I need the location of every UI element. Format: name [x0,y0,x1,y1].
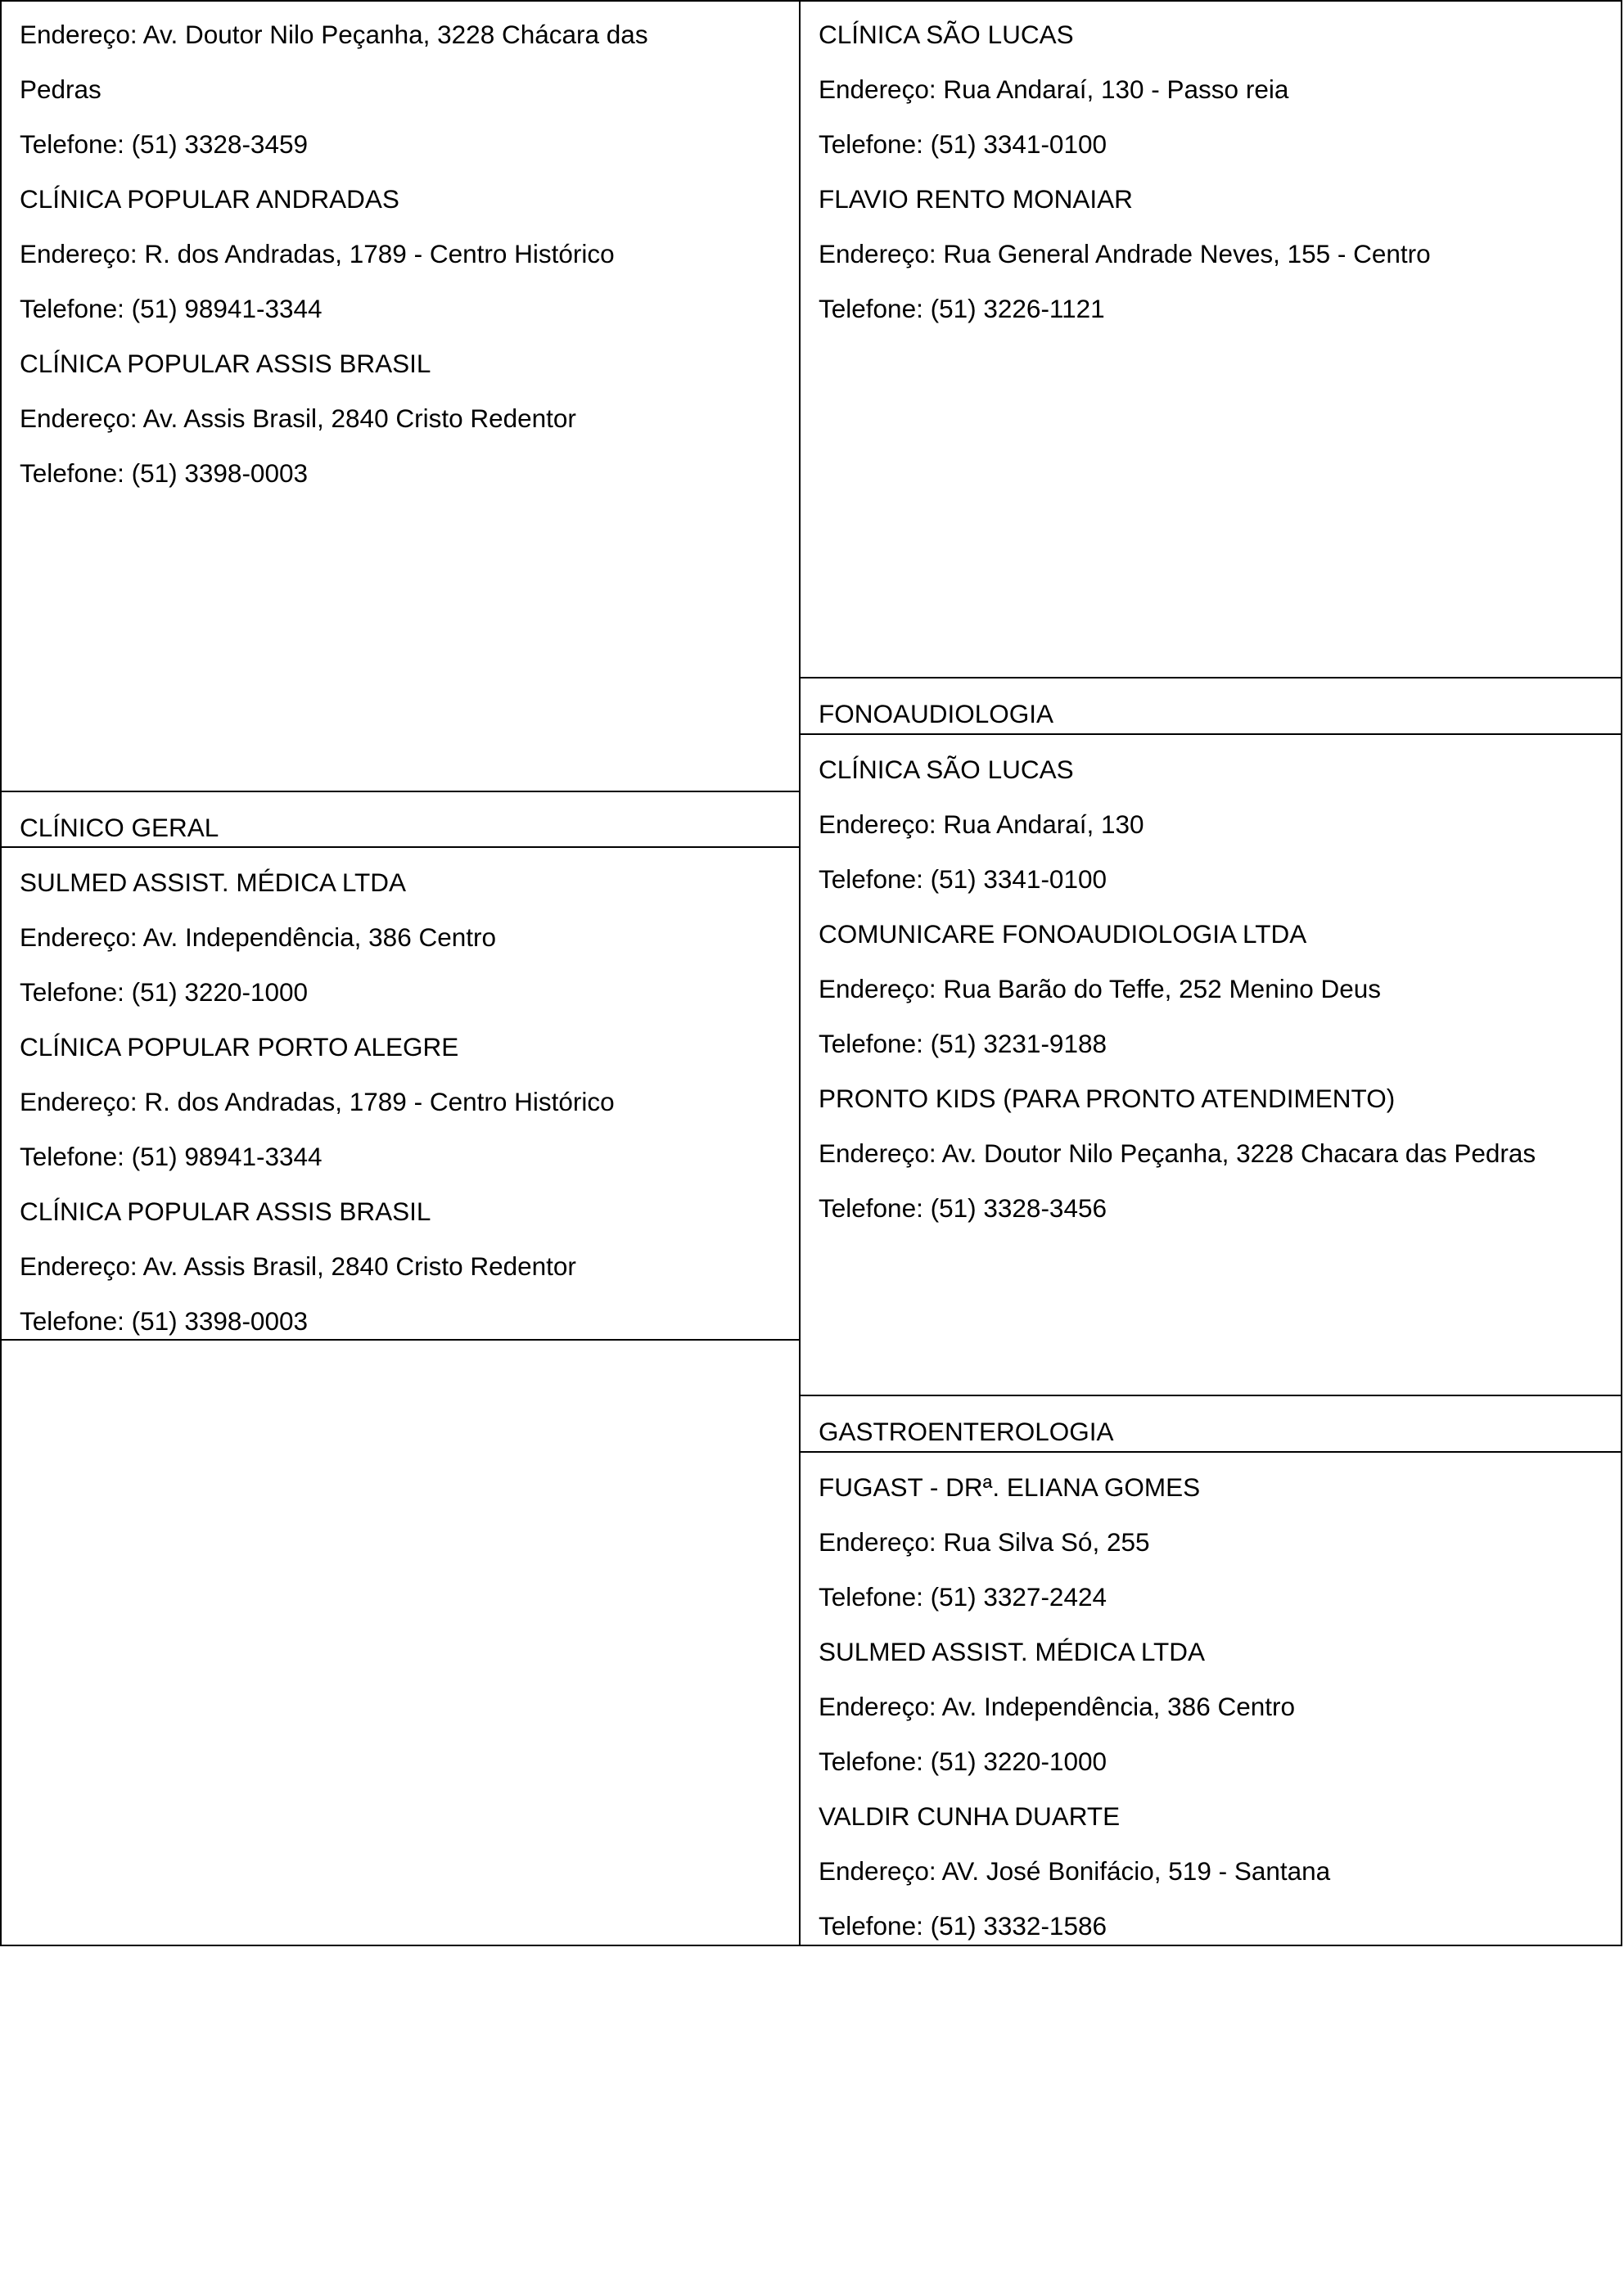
fonoaudiologia-block [801,742,1536,1236]
clinic-name: PRONTO KIDS (PARA PRONTO ATENDIMENTO) [819,1084,1396,1113]
row-divider [799,1395,1622,1396]
section-header-fonoaudiologia: FONOAUDIOLOGIA [819,699,1054,728]
text-line: Endereço: R. dos Andradas, 1789 - Centro Histórico [20,239,615,268]
gastroenterologia-block [801,1460,1330,1954]
text-line: Endereço: Av. Assis Brasil, 2840 Cristo Redentor [20,1251,576,1281]
section-header-gastroenterologia: GASTROENTEROLOGIA [819,1417,1114,1446]
clinic-name: CLÍNICA POPULAR ASSIS BRASIL [20,1197,431,1226]
text-line: Telefone: (51) 3398-0003 [20,1306,309,1336]
text-line: Endereço: Rua Silva Só, 255 [819,1527,1150,1557]
clinic-name: FUGAST - DRª. ELIANA GOMES [819,1472,1201,1502]
text-line: Telefone: (51) 3327-2424 [819,1582,1107,1612]
clinic-name: VALDIR CUNHA DUARTE [819,1801,1121,1831]
text-line: Endereço: Av. Assis Brasil, 2840 Cristo Redentor [20,403,576,433]
row-divider [799,677,1622,678]
text-line: Endereço: Av. Independência, 386 Centro [20,922,497,952]
text-line: Telefone: (51) 3341-0100 [819,864,1107,894]
text-line: Telefone: (51) 98941-3344 [20,1142,323,1171]
clinic-name: SULMED ASSIST. MÉDICA LTDA [819,1637,1206,1666]
clinic-name: CLÍNICA SÃO LUCAS [819,20,1074,49]
text-line: Endereço: AV. José Bonifácio, 519 - Santana [819,1856,1331,1886]
clinic-name: SULMED ASSIST. MÉDICA LTDA [20,868,407,897]
clinico-geral-block [2,855,615,1349]
text-line: Telefone: (51) 98941-3344 [20,294,323,323]
text-line: Pedras [20,74,102,104]
clinic-name: COMUNICARE FONOAUDIOLOGIA LTDA [819,919,1307,949]
text-line: Endereço: Rua Andaraí, 130 [819,809,1144,839]
text-line: Telefone: (51) 3226-1121 [819,294,1105,323]
text-line: Telefone: (51) 3328-3459 [20,129,309,159]
text-line: Endereço: Av. Independência, 386 Centro [819,1692,1296,1721]
text-line: Telefone: (51) 3332-1586 [819,1911,1107,1941]
right-top-block [801,7,1431,336]
clinic-name: CLÍNICA SÃO LUCAS [819,755,1074,784]
text-line: Telefone: (51) 3220-1000 [20,977,309,1007]
left-top-block [2,7,648,501]
clinic-name: CLÍNICA POPULAR ANDRADAS [20,184,399,214]
text-line: Endereço: Rua General Andrade Neves, 155 - Centro [819,239,1431,268]
clinic-name: CLÍNICA POPULAR PORTO ALEGRE [20,1032,459,1062]
text-line: Endereço: Rua Barão do Teffe, 252 Menino Deus [819,974,1382,1003]
text-line: Telefone: (51) 3231-9188 [819,1029,1107,1058]
clinic-name: FLAVIO RENTO MONAIAR [819,184,1133,214]
text-line: Telefone: (51) 3220-1000 [819,1747,1107,1776]
clinic-name: CLÍNICA POPULAR ASSIS BRASIL [20,349,431,378]
text-line: Endereço: Rua Andaraí, 130 - Passo reia [819,74,1289,104]
text-line: Telefone: (51) 3328-3456 [819,1193,1107,1223]
row-divider [0,791,801,792]
text-line: Endereço: Av. Doutor Nilo Peçanha, 3228 Chácara das [20,20,648,49]
section-header-clinico-geral: CLÍNICO GERAL [20,813,219,842]
text-line: Telefone: (51) 3341-0100 [819,129,1107,159]
text-line: Endereço: Av. Doutor Nilo Peçanha, 3228 Chacara das Pedras [819,1138,1536,1168]
text-line: Telefone: (51) 3398-0003 [20,458,309,488]
text-line: Endereço: R. dos Andradas, 1789 - Centro Histórico [20,1087,615,1116]
